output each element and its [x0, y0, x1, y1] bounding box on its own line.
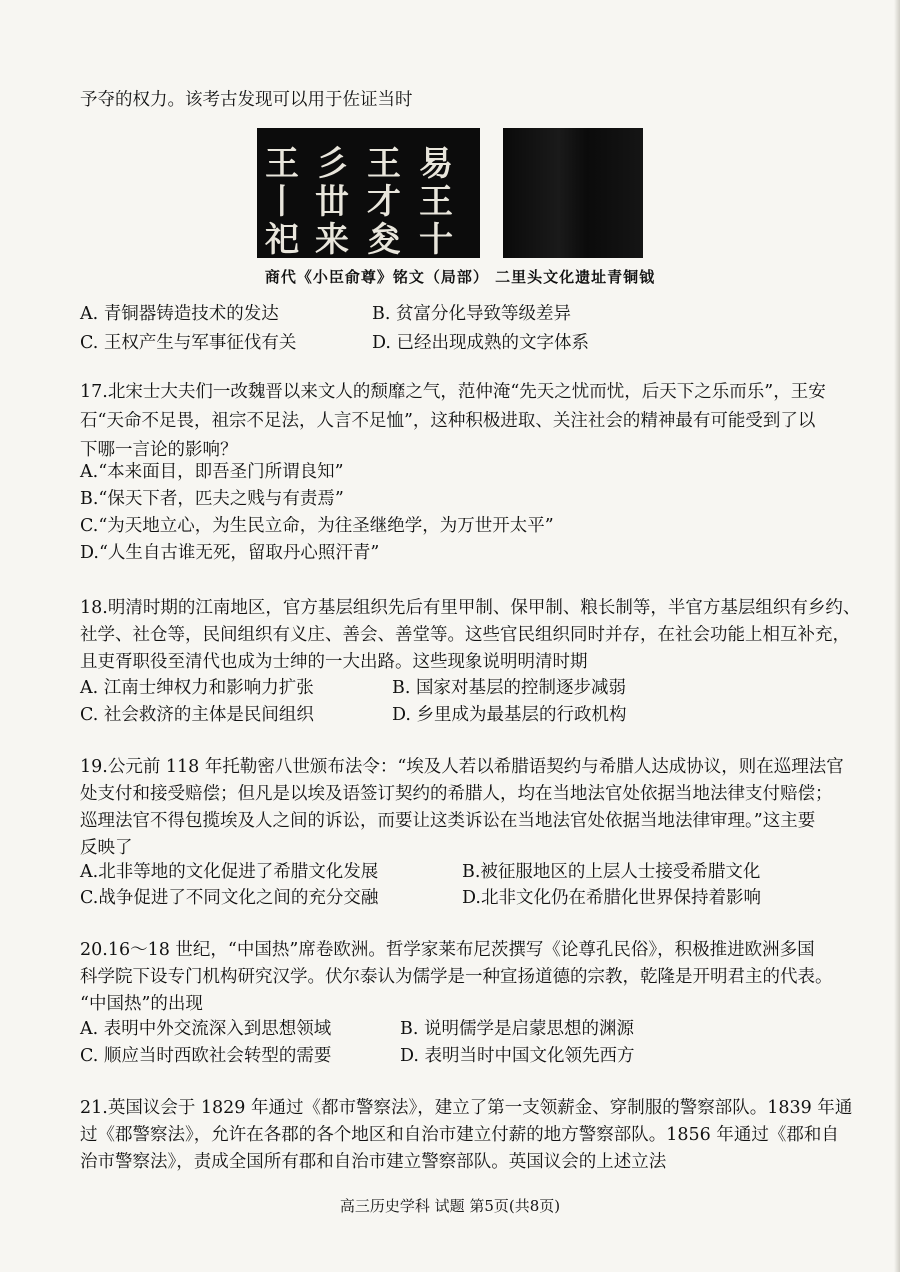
q20-option-b: B. 说明儒学是启蒙思想的渊源	[400, 1019, 634, 1039]
q18-stem-line: 社学、社仓等，民间组织有义庄、善会、善堂等。这些官民组织同时并存，在社会功能上相互补充，	[80, 625, 850, 645]
inscription-image: 王 丨 祀 彡 丗 来 王 才 夋 易 王 十	[257, 128, 480, 258]
q20-stem-line: 科学院下设专门机构研究汉学。伏尔泰认为儒学是一种宣扬道德的宗教，乾隆是开明君主的代表。	[80, 967, 833, 987]
page-footer: 高三历史学科 试题 第5页(共8页)	[339, 1197, 561, 1215]
q18-stem-line: 且吏胥职役至清代也成为士绅的一大出路。这些现象说明明清时期	[80, 652, 588, 672]
q18-option-d: D. 乡里成为最基层的行政机构	[392, 705, 627, 725]
q16-option-d: D. 已经出现成熟的文字体系	[372, 333, 590, 353]
q17-option-c: C.“为天地立心，为生民立命，为往圣继绝学，为万世开太平”	[80, 516, 554, 536]
q19-option-b: B.被征服地区的上层人士接受希腊文化	[462, 862, 761, 882]
q20-option-c: C. 顺应当时西欧社会转型的需要	[80, 1046, 332, 1066]
q19-option-d: D.北非文化仍在希腊化世界保持着影响	[462, 888, 761, 908]
scan-edge-shadow	[894, 0, 900, 1272]
q17-option-b: B.“保天下者，匹夫之贱与有责焉”	[80, 489, 344, 509]
figure-caption: 商代《小臣俞尊》铭文（局部） 二里头文化遗址青铜钺	[264, 268, 656, 286]
q19-stem-line: 巡理法官不得包揽埃及人之间的诉讼，而要让这类诉讼在当地法官处依据当地法律审理。”这主要	[80, 811, 816, 831]
q18-option-b: B. 国家对基层的控制逐步减弱	[392, 678, 626, 698]
q17-stem-line: 石“天命不足畏，祖宗不足法，人言不足恤”，这种积极进取、关注社会的精神最有可能受到了以	[80, 411, 816, 431]
q19-stem-line: 反映了	[80, 838, 133, 858]
q20-option-d: D. 表明当时中国文化领先西方	[400, 1046, 635, 1066]
q18-option-a: A. 江南士绅权力和影响力扩张	[80, 678, 314, 698]
q16-option-a: A. 青铜器铸造技术的发达	[80, 304, 279, 324]
q17-stem-line: 17.北宋士大夫们一改魏晋以来文人的颓靡之气，范仲淹“先天之忧而忧，后天下之乐而乐”，王安	[80, 382, 826, 402]
q21-stem-line: 过《郡警察法》，允许在各郡的各个地区和自治市建立付薪的地方警察部队。1856 年通过《郡和自	[80, 1125, 839, 1145]
q19-option-a: A.北非等地的文化促进了希腊文化发展	[80, 862, 379, 882]
q17-option-a: A.“本来面目，即吾圣门所谓良知”	[80, 462, 344, 482]
q18-stem-line: 18.明清时期的江南地区，官方基层组织先后有里甲制、保甲制、粮长制等，半官方基层组织有乡约、	[80, 598, 861, 618]
q20-stem-line: “中国热”的出现	[80, 994, 203, 1014]
q19-stem-line: 处支付和接受赔偿；但凡是以埃及语签订契约的希腊人，均在当地法官处依据当地法律支付赔偿；	[80, 784, 833, 804]
q16-stem: 予夺的权力。该考古发现可以用于佐证当时	[80, 90, 413, 110]
q17-option-d: D.“人生自古谁无死，留取丹心照汗青”	[80, 543, 380, 563]
q18-option-c: C. 社会救济的主体是民间组织	[80, 705, 314, 725]
q16-option-b: B. 贫富分化导致等级差异	[372, 304, 571, 324]
q19-option-c: C.战争促进了不同文化之间的充分交融	[80, 888, 379, 908]
q19-stem-line: 19.公元前 118 年托勒密八世颁布法令：“埃及人若以希腊语契约与希腊人达成协议，则在巡理法官	[80, 757, 844, 777]
q20-stem-line: 20.16～18 世纪，“中国热”席卷欧洲。哲学家莱布尼茨撰写《论尊孔民俗》，积极推进欧洲多国	[80, 940, 815, 960]
q21-stem-line: 治市警察法》，责成全国所有郡和自治市建立警察部队。英国议会的上述立法	[80, 1152, 667, 1172]
q16-option-c: C. 王权产生与军事征伐有关	[80, 333, 297, 353]
q17-stem-line: 下哪一言论的影响？	[80, 440, 238, 460]
bronze-axe-image	[503, 128, 643, 258]
q20-option-a: A. 表明中外交流深入到思想领域	[80, 1019, 332, 1039]
q21-stem-line: 21.英国议会于 1829 年通过《都市警察法》，建立了第一支领薪金、穿制服的警察部队。1839 年通	[80, 1098, 853, 1118]
